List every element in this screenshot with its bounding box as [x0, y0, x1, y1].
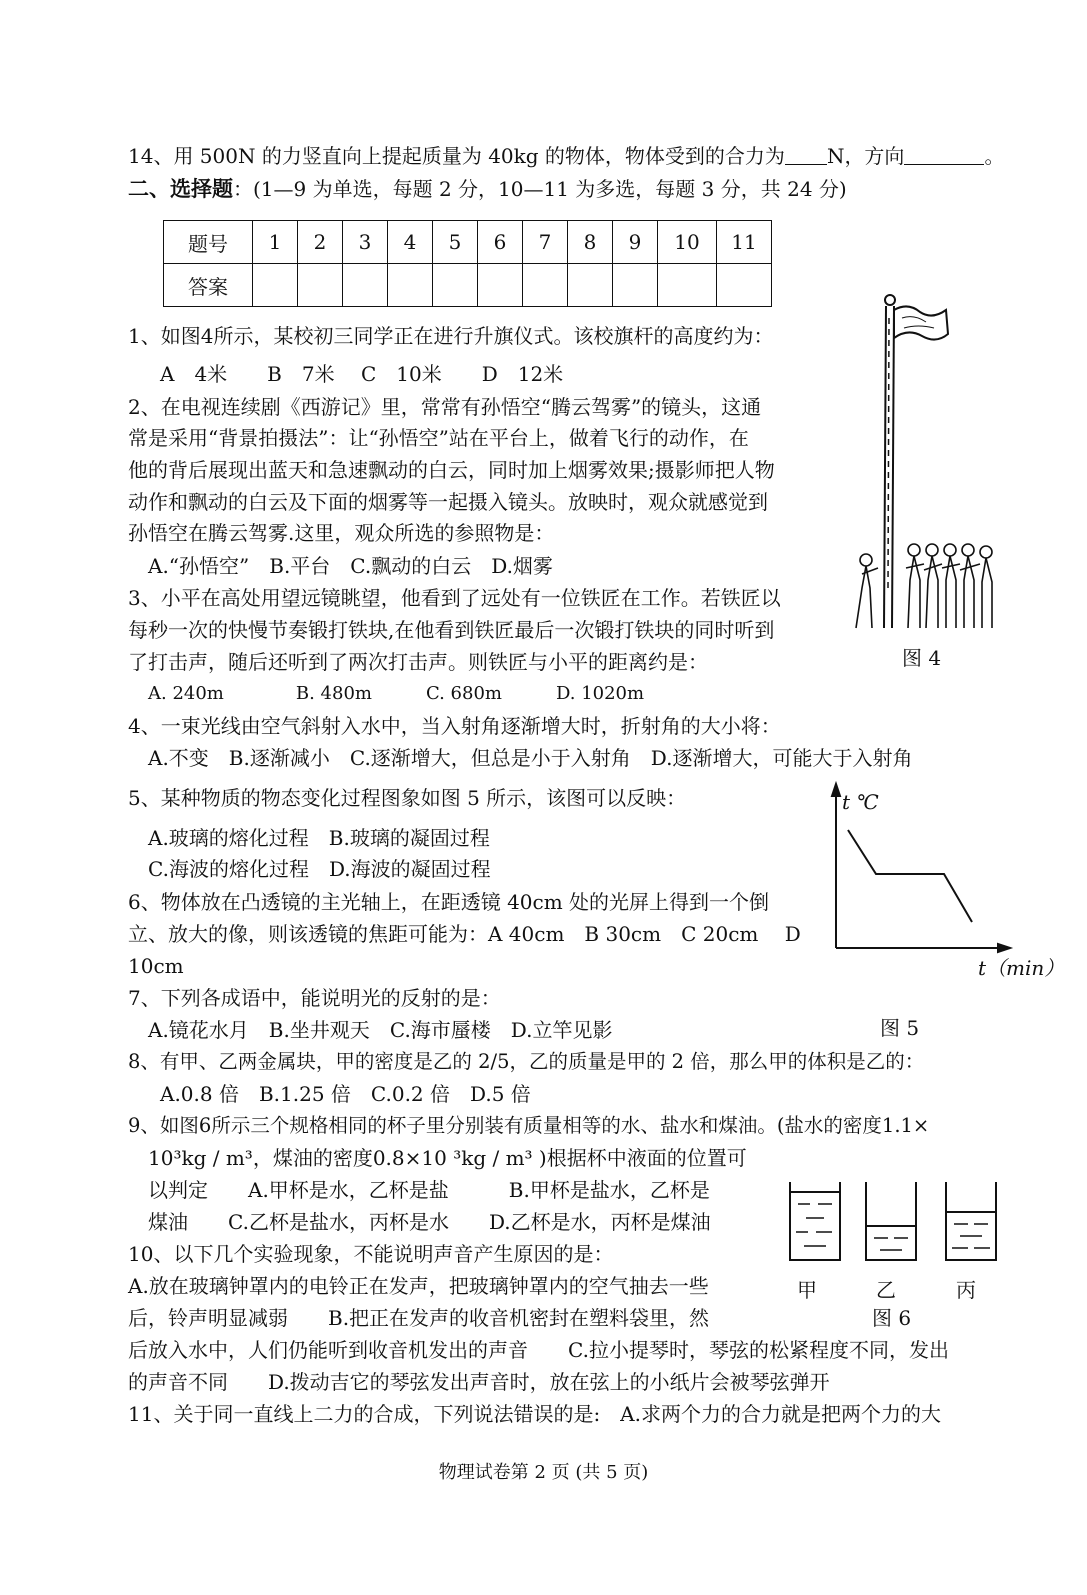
figure-6-caption: 图 6 [872, 1306, 912, 1330]
answer-cell[interactable] [523, 264, 568, 307]
q10-options: 的声音不同 D.拨动吉它的琴弦发出声音时，放在弦上的小纸片会被琴弦弹开 [128, 1370, 830, 1394]
q6-stem: 立、放大的像，则该透镜的焦距可能为：A 40cm B 30cm C 20cm D [128, 922, 801, 946]
page-footer: 物理试卷第 2 页 (共 5 页) [438, 1462, 649, 1483]
q10-options: 后，铃声明显减弱 B.把正在发声的收音机密封在塑料袋里，然 [128, 1306, 710, 1330]
q3-options: A. 240m B. 480m C. 680m D. 1020m [148, 683, 645, 704]
question-14: 14、用 500N 的力竖直向上提起质量为 40kg 的物体，物体受到的合力为 N，方向 。 [128, 144, 1005, 168]
q10-options: 后放入水中，人们仍能听到收音机发出的声音 C.拉小提琴时，琴弦的松紧程度不同，发出 [128, 1338, 949, 1362]
q3-stem: 了打击声，随后还听到了两次打击声。则铁匠与小平的距离约是： [128, 650, 708, 674]
q7-stem: 7、下列各成语中，能说明光的反射的是： [128, 986, 501, 1010]
table-row-numbers [164, 221, 772, 264]
q9-stem: 9、如图6所示三个规格相同的杯子里分别装有质量相等的水、盐水和煤油。(盐水的密度1.1× [128, 1114, 930, 1137]
q4-options: A.不变 B.逐渐减小 C.逐渐增大，但总是小于入射角 D.逐渐增大，可能大于入射角 [148, 746, 913, 770]
answer-blank-1 [785, 144, 827, 165]
col-number: 5 [433, 221, 478, 264]
answer-cell[interactable] [433, 264, 478, 307]
col-number: 9 [613, 221, 658, 264]
q3-stem: 3、小平在高处用望远镜眺望，他看到了远处有一位铁匠在工作。若铁匠以 [128, 586, 781, 610]
section-2-header: 二、选择题：(1—9 为单选，每题 2 分，10—11 为多选，每题 3 分，共 24 分) [128, 176, 847, 201]
answer-cell[interactable] [388, 264, 433, 307]
q1-stem: 1、如图4所示，某校初三同学正在进行升旗仪式。该校旗杆的高度约为： [128, 324, 774, 348]
row-label: 题号 [164, 221, 253, 264]
cup-label-yi: 乙 [876, 1278, 896, 1302]
col-number: 4 [388, 221, 433, 264]
q8-stem: 8、有甲、乙两金属块，甲的密度是乙的 2/5，乙的质量是甲的 2 倍，那么甲的体积是乙的： [128, 1050, 925, 1073]
col-number: 6 [478, 221, 523, 264]
row-label: 答案 [164, 264, 253, 307]
q5-options: A.玻璃的熔化过程 B.玻璃的凝固过程 [148, 826, 490, 850]
q7-options: A.镜花水月 B.坐井观天 C.海市蜃楼 D.立竿见影 [148, 1018, 613, 1042]
flag-raising-figure [848, 288, 998, 638]
col-number: 1 [253, 221, 298, 264]
q5-options: C.海波的熔化过程 D.海波的凝固过程 [148, 857, 491, 881]
col-number: 3 [343, 221, 388, 264]
q2-stem: 常是采用“背景拍摄法”：让“孙悟空”站在平台上，做着飞行的动作，在 [128, 426, 749, 450]
q5-stem: 5、某种物质的物态变化过程图象如图 5 所示，该图可以反映： [128, 786, 687, 810]
cup-label-bing: 丙 [956, 1278, 976, 1302]
answer-cell[interactable] [717, 264, 772, 307]
figure-5-caption: 图 5 [880, 1016, 920, 1040]
q2-options: A.“孙悟空” B.平台 C.飘动的白云 D.烟雾 [148, 554, 553, 578]
q6-stem: 10cm [128, 954, 184, 978]
col-number: 11 [717, 221, 772, 264]
answer-cell[interactable] [568, 264, 613, 307]
graph-x-label: t（min） [978, 956, 1065, 980]
q10-stem: 10、以下几个实验现象，不能说明声音产生原因的是： [128, 1242, 614, 1266]
answer-cell[interactable] [613, 264, 658, 307]
answer-cell[interactable] [253, 264, 298, 307]
col-number: 8 [568, 221, 613, 264]
q8-options: A.0.8 倍 B.1.25 倍 C.0.2 倍 D.5 倍 [160, 1082, 531, 1106]
q9-options: 以判定 A.甲杯是水，乙杯是盐 B.甲杯是盐水，乙杯是 [148, 1178, 710, 1202]
answer-cell[interactable] [343, 264, 388, 307]
q4-stem: 4、一束光线由空气斜射入水中，当入射角逐渐增大时，折射角的大小将： [128, 714, 781, 738]
answer-cell[interactable] [658, 264, 717, 307]
cup-label-jia: 甲 [797, 1278, 817, 1302]
q9-stem: 10³kg / m³，煤油的密度0.8×10 ³kg / m³ )根据杯中液面的位置可 [148, 1146, 747, 1170]
graph-y-label: t ℃ [842, 790, 879, 814]
q6-stem: 6、物体放在凸透镜的主光轴上，在距透镜 40cm 处的光屏上得到一个倒 [128, 890, 770, 914]
figure-4-caption: 图 4 [902, 646, 942, 670]
three-cups-figure [784, 1176, 1006, 1268]
q2-stem: 动作和飘动的白云及下面的烟雾等一起摄入镜头。放映时，观众就感觉到 [128, 490, 768, 514]
q2-stem: 2、在电视连续剧《西游记》里，常常有孙悟空“腾云驾雾”的镜头，这通 [128, 395, 762, 419]
q2-stem: 孙悟空在腾云驾雾.这里，观众所选的参照物是： [128, 521, 555, 545]
table-row-answers [164, 264, 772, 307]
q9-options: 煤油 C.乙杯是盐水，丙杯是水 D.乙杯是水，丙杯是煤油 [148, 1210, 711, 1234]
answer-cell[interactable] [298, 264, 343, 307]
q11-stem: 11、关于同一直线上二力的合成，下列说法错误的是: A.求两个力的合力就是把两个力的大 [128, 1402, 941, 1426]
q2-stem: 他的背后展现出蓝天和急速飘动的白云，同时加上烟雾效果;摄影师把人物 [128, 458, 775, 482]
answer-blank-2 [904, 144, 984, 165]
q1-options: A 4米 B 7米 C 10米 D 12米 [160, 362, 564, 386]
answer-table [163, 220, 772, 307]
col-number: 7 [523, 221, 568, 264]
q3-stem: 每秒一次的快慢节奏锻打铁块,在他看到铁匠最后一次锻打铁块的同时听到 [128, 618, 775, 642]
col-number: 10 [658, 221, 717, 264]
answer-cell[interactable] [478, 264, 523, 307]
q10-options: A.放在玻璃钟罩内的电铃正在发声，把玻璃钟罩内的空气抽去一些 [128, 1274, 709, 1298]
col-number: 2 [298, 221, 343, 264]
